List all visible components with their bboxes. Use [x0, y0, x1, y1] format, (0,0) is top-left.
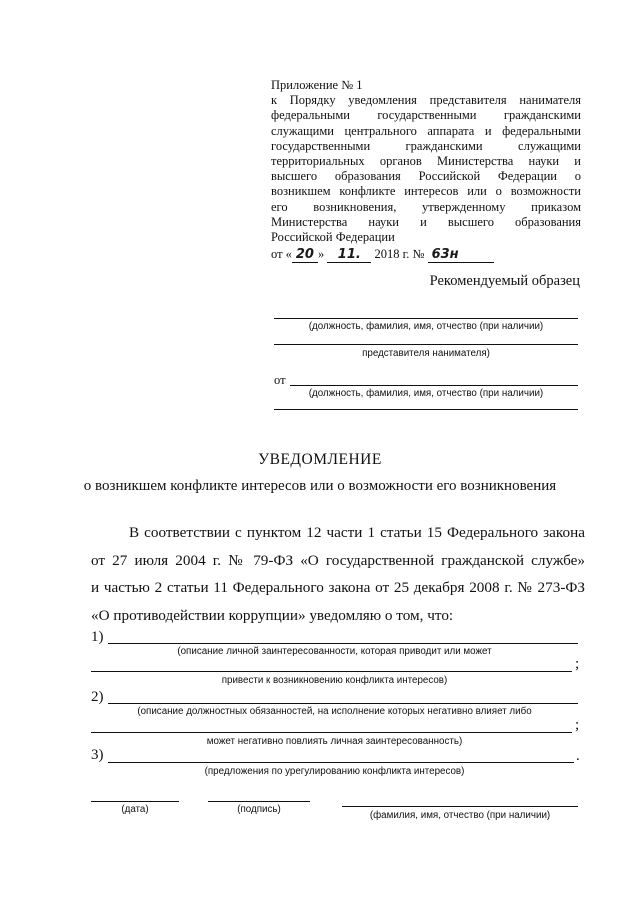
paragraph-line: от 27 июля 2004 г. № 79-ФЗ «О государственной гражданской службе»: [91, 551, 585, 569]
appendix-line: высшего образования Российской Федерации о: [271, 169, 581, 184]
recommended-sample-label: Рекомендуемый образец: [429, 273, 580, 289]
item-3-line: [108, 762, 574, 763]
from-label: от: [274, 373, 286, 387]
name-caption: (фамилия, имя, отчество (при наличии): [369, 810, 551, 821]
sender-caption: (должность, фамилия, имя, отчество (при наличии): [308, 388, 544, 399]
appendix-title: Приложение № 1: [271, 78, 363, 92]
paragraph-line: «О противодействии коррупции» уведомляю о том, что:: [91, 606, 454, 624]
item-2-caption-1: (описание должностных обязанностей, на исполнение которых негативно влияет либо: [137, 706, 532, 717]
item-1-number: 1): [91, 629, 104, 645]
appendix-line: Российской Федерации: [271, 230, 395, 245]
item-1-caption-1: (описание личной заинтересованности, которая приводит или может: [177, 646, 492, 657]
handwritten-month: 11.: [327, 247, 371, 263]
paragraph-line: В соответствии с пунктом 12 части 1 статьи 15 Федерального закона: [129, 524, 585, 541]
date-caption: (дата): [121, 804, 149, 815]
date-year: 2018 г. №: [374, 247, 425, 262]
appendix-line: федеральными государственными гражданскими: [271, 108, 581, 123]
addressee-caption: (должность, фамилия, имя, отчество (при наличии): [308, 321, 544, 332]
signature-caption: (подпись): [237, 804, 281, 815]
date-prefix: от «: [271, 247, 292, 262]
appendix-line: государственными гражданскими служащими: [271, 138, 581, 153]
addressee-line-2: [274, 344, 578, 345]
sender-line-2: [274, 409, 578, 410]
body-paragraph: [91, 519, 585, 629]
item-1-end: ;: [575, 656, 580, 672]
document-title: УВЕДОМЛЕНИЕ: [258, 451, 382, 468]
signature-line: [208, 801, 310, 802]
date-line: [91, 801, 179, 802]
handwritten-order-number: 63н: [428, 247, 494, 263]
item-2-line-2: [91, 732, 572, 733]
employer-representative-caption: представителя нанимателя): [362, 348, 490, 359]
item-2-caption-2: может негативно повлиять личная заинтересованность): [206, 736, 463, 747]
document-subtitle: о возникшем конфликте интересов или о возможности его возникновения: [83, 478, 557, 494]
item-3-number: 3): [91, 747, 104, 763]
appendix-line: возникшем конфликте интересов или о возможности: [271, 184, 581, 199]
appendix-line: территориальных органов Министерства науки и: [271, 154, 581, 169]
paragraph-line: и частью 2 статьи 11 Федерального закона от 25 декабря 2008 г. № 273-ФЗ: [91, 579, 585, 596]
handwritten-day: 20: [292, 247, 318, 263]
item-2-line-1: [108, 703, 578, 704]
sender-position-line: [290, 385, 578, 386]
item-1-caption-2: привести к возникновению конфликта интересов): [221, 675, 448, 686]
item-3-caption: (предложения по урегулированию конфликта интересов): [204, 766, 465, 777]
item-3-end: .: [576, 748, 580, 764]
appendix-block: [271, 78, 581, 263]
name-line: [342, 806, 578, 807]
appendix-date-line: [271, 247, 581, 263]
appendix-line: Министерства науки и высшего образования: [271, 214, 581, 229]
item-1-line-2: [91, 671, 572, 672]
appendix-line: служащими центрального аппарата и федеральными: [271, 123, 581, 138]
addressee-position-line: [274, 318, 578, 319]
appendix-line: к Порядку уведомления представителя нанимателя: [271, 93, 581, 108]
item-2-number: 2): [91, 689, 104, 705]
item-2-end: ;: [575, 717, 580, 733]
appendix-line: его возникновения, утвержденному приказом: [271, 199, 581, 214]
item-1-line-1: [108, 643, 578, 644]
date-mid: »: [317, 247, 325, 262]
